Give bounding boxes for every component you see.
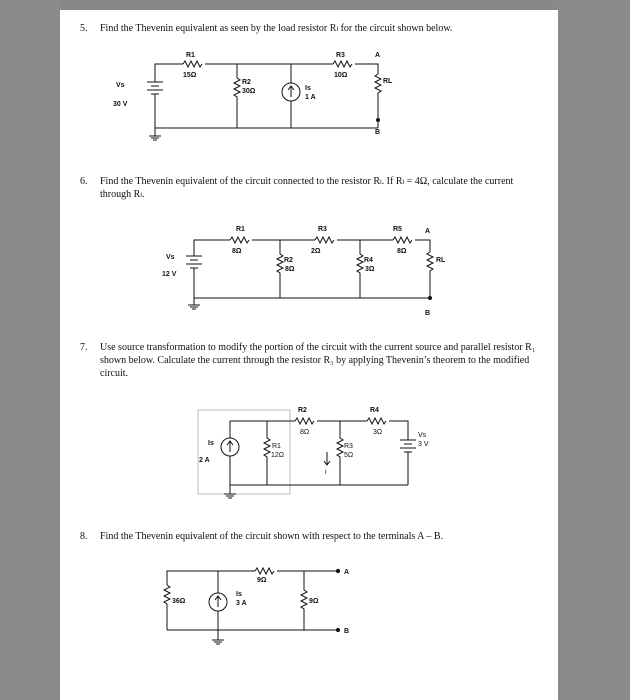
label-r2: R2 xyxy=(298,407,307,414)
resistor-r2 xyxy=(295,418,314,424)
label-r1: R1 xyxy=(186,52,195,59)
arrow-up-icon xyxy=(215,596,221,607)
label-r1: R1 xyxy=(272,443,281,450)
resistor-r3 xyxy=(333,61,352,67)
battery-vs xyxy=(147,68,163,128)
arrow-up-icon xyxy=(288,86,294,97)
terminal-a: A xyxy=(425,228,431,235)
label-rl: RL xyxy=(436,257,446,264)
label-r2: R2 xyxy=(284,257,293,264)
value-r1: 12Ω xyxy=(271,452,285,459)
resistor-9 xyxy=(301,571,307,630)
wire xyxy=(167,571,255,585)
ground-icon xyxy=(212,630,224,644)
label-r3: R3 xyxy=(318,226,327,233)
wire xyxy=(155,120,378,128)
label-r5: R5 xyxy=(393,226,402,233)
label-vs: Vs xyxy=(116,82,125,89)
arrow-up-icon xyxy=(227,441,233,452)
wire xyxy=(389,421,408,440)
battery-vs xyxy=(400,440,416,485)
resistor-r3 xyxy=(315,237,334,243)
label-current-i: i xyxy=(325,469,327,476)
value-r2: 30Ω xyxy=(242,88,256,95)
ground-icon xyxy=(188,298,200,309)
value-vs: 30 V xyxy=(113,101,128,108)
question-number: 6. xyxy=(80,176,88,187)
label-rl: RL xyxy=(383,78,393,85)
value-r4: 3Ω xyxy=(373,429,383,436)
resistor-r3 xyxy=(337,421,343,485)
value-r2: 8Ω xyxy=(285,266,295,273)
terminal-b: B xyxy=(344,628,350,635)
label-vs: Vs xyxy=(166,254,175,261)
circuit-7 xyxy=(198,407,429,498)
terminal-b: B xyxy=(375,129,381,136)
value-is: 2 A xyxy=(199,457,210,464)
value-r9-top: 9Ω xyxy=(257,577,267,584)
resistor-36 xyxy=(164,585,170,630)
resistor-r4 xyxy=(367,418,386,424)
terminal-b: B xyxy=(425,310,431,317)
label-is: Is xyxy=(305,85,311,92)
resistor-r1 xyxy=(230,237,249,243)
value-r1: 8Ω xyxy=(232,248,242,255)
resistor-9-top xyxy=(255,568,274,574)
question-number: 8. xyxy=(80,531,88,542)
label-r3: R3 xyxy=(344,443,353,450)
resistor-r5 xyxy=(393,237,412,243)
wire xyxy=(155,64,183,68)
resistor-r1 xyxy=(264,421,270,485)
terminal-a: A xyxy=(344,569,350,576)
wire xyxy=(194,240,230,246)
question-text: Use source transformation to modify the portion of the circuit with the current source and parallel resistor R₁ shown below. Calculate the current through the resistor R₃ by applying Thevenin’s theorem to the modified circuit. xyxy=(100,342,536,379)
question-text: Find the Thevenin equivalent of the circuit connected to the resistor Rₗ. If Rₗ = 4Ω, calculate the current through Rₗ. xyxy=(100,176,514,200)
label-r3: R3 xyxy=(336,52,345,59)
label-r2: R2 xyxy=(242,79,251,86)
resistor-rl xyxy=(427,252,433,298)
value-r3: 5Ω xyxy=(344,452,354,459)
ground-icon xyxy=(224,485,236,498)
value-vs: 3 V xyxy=(418,441,429,448)
label-is: Is xyxy=(236,591,242,598)
resistor-r2 xyxy=(234,64,240,128)
ground-icon xyxy=(149,128,161,140)
wire xyxy=(230,421,295,438)
battery-vs xyxy=(186,246,202,298)
label-r1: R1 xyxy=(236,226,245,233)
question-text: Find the Thevenin equivalent of the circuit shown with respect to the terminals A – B. xyxy=(100,531,444,542)
wire xyxy=(415,240,430,252)
label-vs: Vs xyxy=(418,432,427,439)
circuit-8 xyxy=(164,568,349,644)
label-is: Is xyxy=(208,440,214,447)
value-r9: 9Ω xyxy=(309,598,319,605)
resistor-r1 xyxy=(183,61,202,67)
question-text: Find the Thevenin equivalent as seen by the load resistor Rₗ for the circuit shown below. xyxy=(100,23,453,34)
question-number: 5. xyxy=(80,23,88,34)
value-is: 1 A xyxy=(305,94,316,101)
value-r5: 8Ω xyxy=(397,248,407,255)
terminal-a: A xyxy=(375,52,381,59)
value-is: 3 A xyxy=(236,600,247,607)
resistor-r4 xyxy=(357,240,363,298)
label-r4: R4 xyxy=(364,257,373,264)
current-arrow-icon xyxy=(324,452,330,465)
resistor-r2 xyxy=(277,240,283,298)
resistor-rl xyxy=(375,74,381,120)
value-r1: 15Ω xyxy=(183,72,197,79)
label-r4: R4 xyxy=(370,407,379,414)
value-r4: 3Ω xyxy=(365,266,375,273)
value-r36: 36Ω xyxy=(172,598,186,605)
circuit-6 xyxy=(162,226,446,317)
circuit-5 xyxy=(113,52,393,140)
value-vs: 12 V xyxy=(162,271,177,278)
wire xyxy=(355,64,378,74)
value-r2: 8Ω xyxy=(300,429,310,436)
value-r3: 10Ω xyxy=(334,72,348,79)
question-number: 7. xyxy=(80,342,88,353)
value-r3: 2Ω xyxy=(311,248,321,255)
